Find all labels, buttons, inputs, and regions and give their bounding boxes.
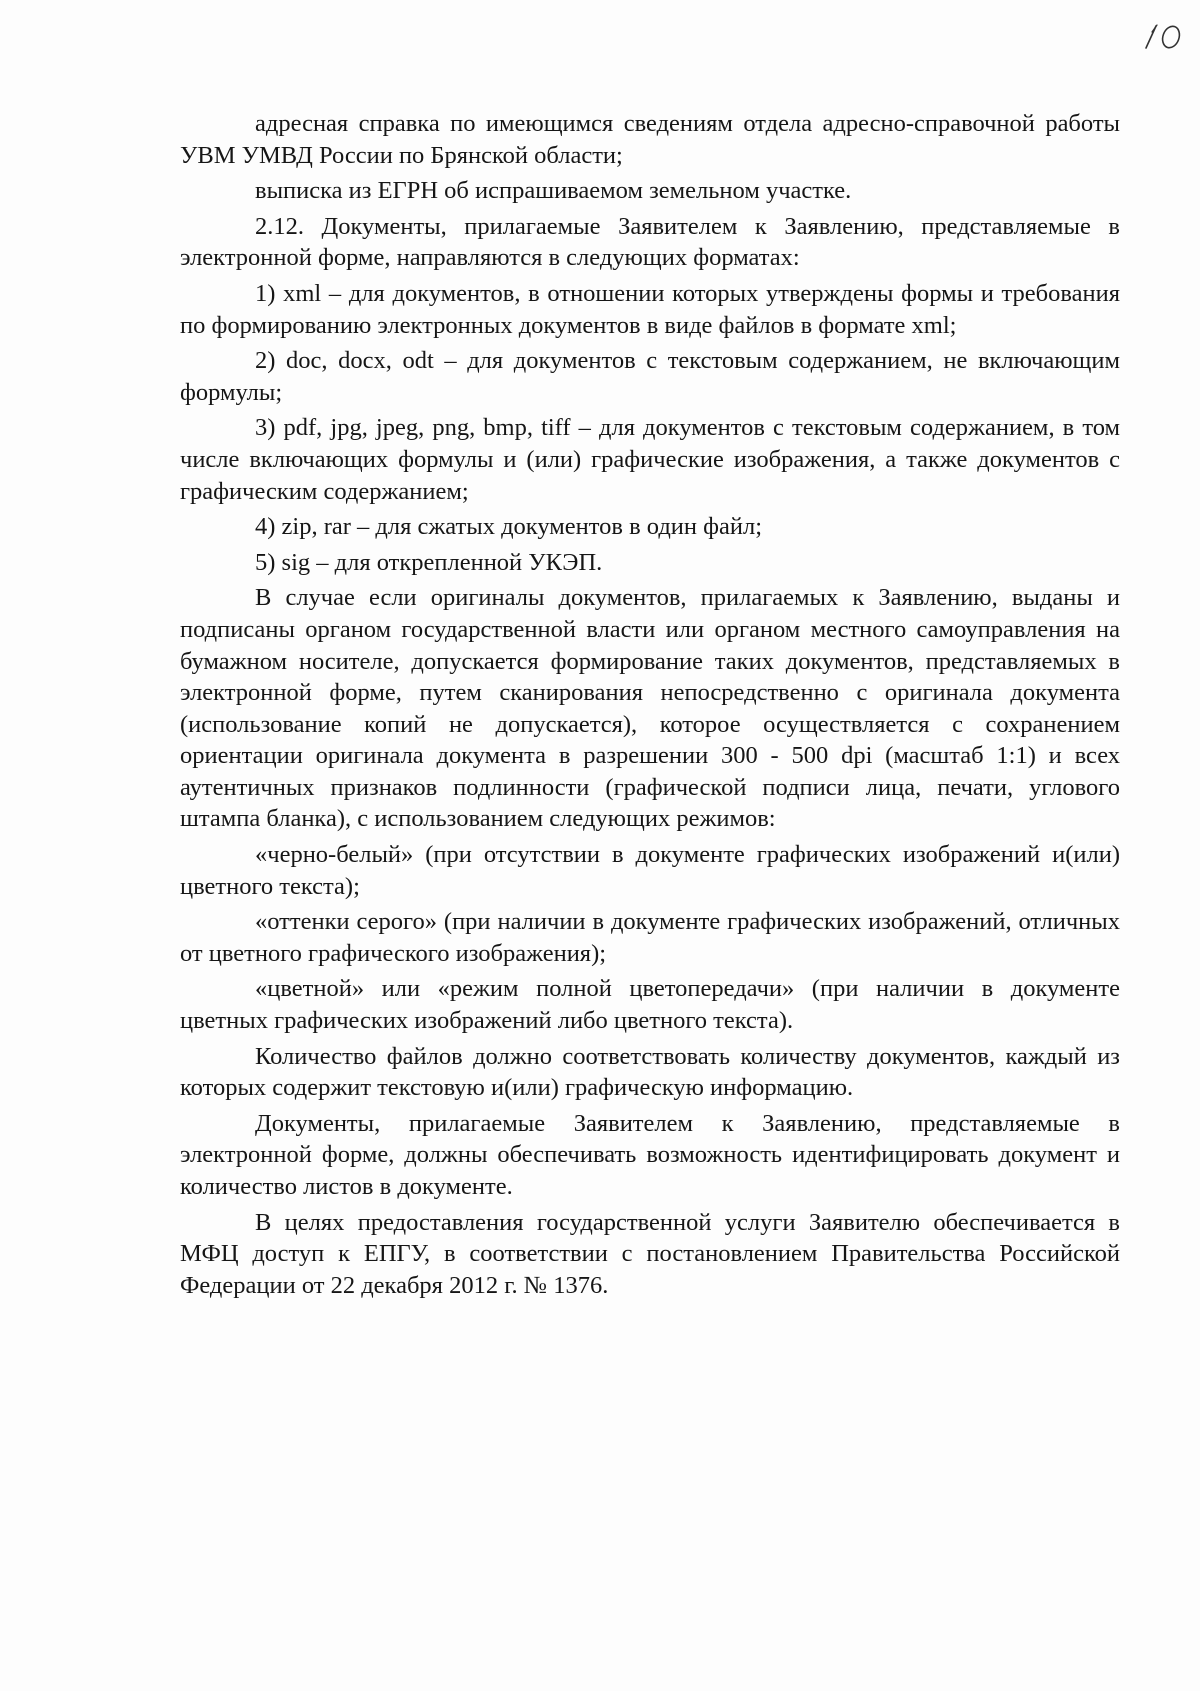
document-text: [180, 108, 1120, 1301]
mode-black-white: «черно-белый» (при отсутствии в документе графических изображений и(или) цветного текста);: [180, 841, 1120, 900]
mode-color: «цветной» или «режим полной цветопередачи» (при наличии в документе цветных графических изображений либо цветного текста).: [180, 975, 1120, 1035]
paragraph-scanning-rules: В случае если оригиналы документов, прилагаемых к Заявлению, выданы и подписаны органом государственной власти или органом местного самоуправления на бумажном носителе, допускается формирование таких документов, представляемых в электронной форме, путем сканирования непосредственно с оригинала документа (использование копий не допускается), которое осуществляется с сохранением ориентации оригинала документа в разрешении 300 - 500 dpi (масштаб 1:1) и всех аутентичных признаков подлинности (графической подписи лица, печати, углового штампа бланка), с использованием следующих режимов:: [180, 584, 1120, 833]
paragraph-file-count: Количество файлов должно соответствовать количеству документов, каждый из которых содержит текстовую и(или) графическую информацию.: [180, 1042, 1120, 1102]
paragraph-2-12-heading: 2.12. Документы, прилагаемые Заявителем к Заявлению, представляемые в электронной форме, направляются в следующих форматах:: [180, 212, 1120, 272]
list-item-zip: 4) zip, rar – для сжатых документов в один файл;: [255, 513, 763, 541]
paragraph-identification: Документы, прилагаемые Заявителем к Заявлению, представляемые в электронной форме, должны обеспечивать возможность идентифицировать документ и количество листов в документе.: [180, 1109, 1120, 1200]
paragraph-epgu-access: В целях предоставления государственной услуги Заявителю обеспечивается в МФЦ доступ к ЕПГУ, в соответствии с постановлением Правительства Российской Федерации от 22 декабря 2012 г. № 1376.: [180, 1208, 1120, 1299]
list-item-doc: 2) doc, docx, odt – для документов с текстовым содержанием, не включающим формулы;: [180, 347, 1120, 406]
list-item-xml: 1) xml – для документов, в отношении которых утверждены формы и требования по формированию электронных документов в виде файлов в формате xml;: [180, 279, 1120, 339]
mode-grayscale: «оттенки серого» (при наличии в документе графических изображений, отличных от цветного графического изображения);: [180, 908, 1120, 967]
list-item-pdf: 3) pdf, jpg, jpeg, png, bmp, tiff – для документов с текстовым содержанием, в том числе включающих формулы и (или) графические изображения, а также документов с графическим содержанием;: [180, 414, 1120, 505]
handwritten-page-number: [1140, 18, 1190, 58]
paragraph-egrn-extract: выписка из ЕГРН об испрашиваемом земельном участке.: [255, 177, 852, 205]
paragraph-address-reference: адресная справка по имеющимся сведениям отдела адресно-справочной работы УВМ УМВД России по Брянской области;: [180, 110, 1120, 169]
list-item-sig: 5) sig – для открепленной УКЭП.: [255, 548, 603, 576]
